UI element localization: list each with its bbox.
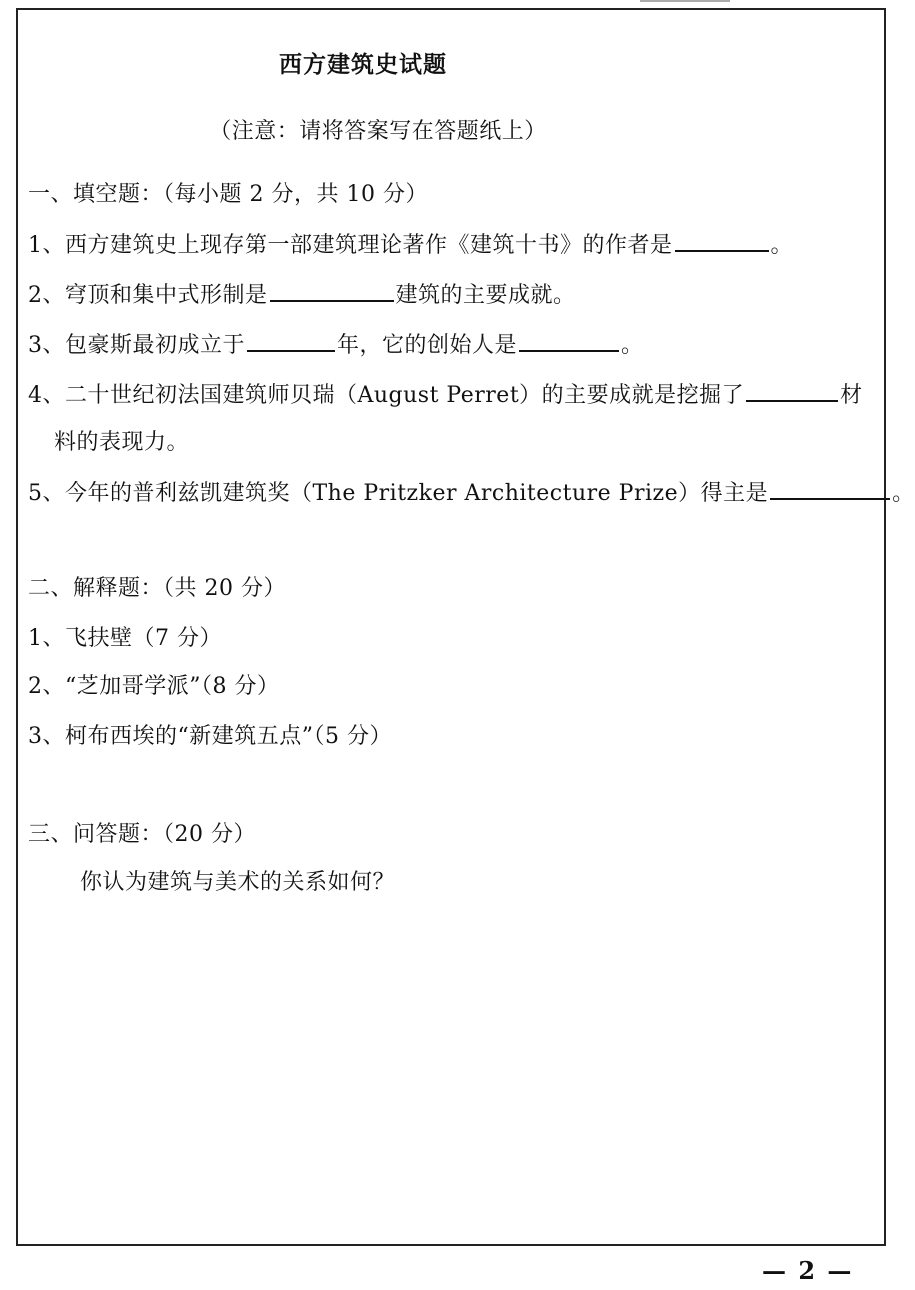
section2-question-1: 1、飞扶壁（7 分） [28,626,222,651]
q5-text: 5、今年的普利兹凯建筑奖（The Pritzker Architecture Prize）得主是 [28,481,769,506]
section2-heading: 二、解释题：（共 20 分） [28,576,286,601]
q1-end: 。 [770,233,794,258]
scan-edge-mark [640,0,730,8]
section1-question-4-continued: 料的表现力。 [54,430,190,455]
section1-heading: 一、填空题：（每小题 2 分，共 10 分） [28,182,428,207]
q1-answer-blank [675,228,769,252]
q4-answer-blank [746,378,838,402]
section3-question-1: 你认为建筑与美术的关系如何？ [80,870,396,895]
section1-question-1 [28,228,793,261]
q2-text: 2、穹顶和集中式形制是 [28,283,268,308]
q3-text: 3、包豪斯最初成立于 [28,333,245,358]
section3-heading: 三、问答题：（20 分） [28,822,256,847]
q3-mid: 年，它的创始人是 [337,333,518,358]
q5-end: 。 [892,481,915,506]
q3-answer-blank-year [247,328,335,352]
q3-answer-blank-founder [519,328,619,352]
section1-question-3 [28,328,644,361]
q2-end: 建筑的主要成就。 [395,283,576,308]
exam-page-frame [16,8,915,1246]
section2-question-3: 3、柯布西埃的“新建筑五点”（5 分） [28,724,392,749]
section2-question-2: 2、“芝加哥学派”（8 分） [28,674,280,699]
exam-title: 西方建筑史试题 [279,51,447,78]
q1-text: 1、西方建筑史上现存第一部建筑理论著作《建筑十书》的作者是 [28,233,673,258]
section1-question-5 [28,476,915,509]
section1-question-4 [28,378,863,411]
section1-question-2 [28,278,576,311]
q2-answer-blank [270,278,394,302]
exam-note: （注意：请将答案写在答题纸上） [209,119,547,144]
q4-text: 4、二十世纪初法国建筑师贝瑞（August Perret）的主要成就是挖掘了 [28,383,745,408]
q5-answer-blank [770,476,890,500]
page-number: — 2 — [762,1256,854,1285]
q4-end: 材 [840,383,863,408]
q3-end: 。 [621,333,644,358]
